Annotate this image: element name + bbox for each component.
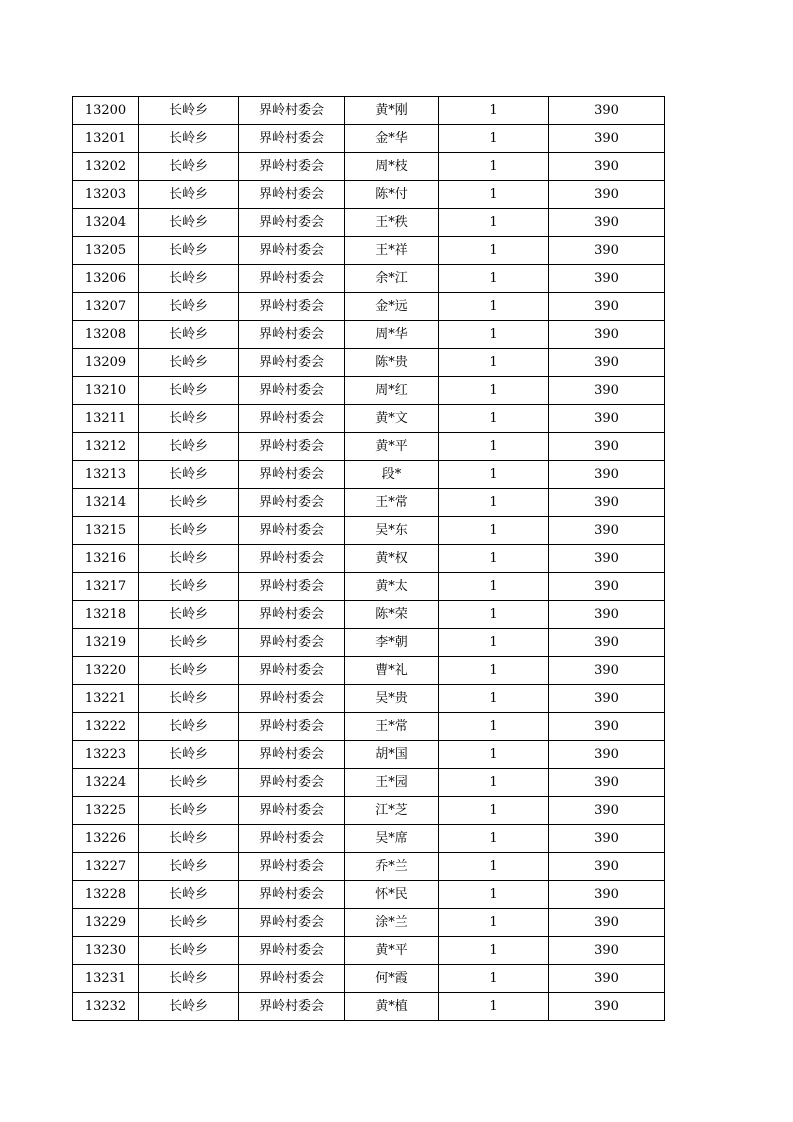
cell-amount: 390 [549, 517, 665, 545]
cell-name: 陈*荣 [345, 601, 439, 629]
cell-township: 长岭乡 [139, 713, 239, 741]
cell-count: 1 [439, 629, 549, 657]
cell-amount: 390 [549, 125, 665, 153]
cell-id: 13203 [73, 181, 139, 209]
table-row [73, 489, 665, 517]
cell-amount: 390 [549, 937, 665, 965]
cell-id: 13228 [73, 881, 139, 909]
table-row [73, 97, 665, 125]
cell-village: 界岭村委会 [239, 685, 345, 713]
cell-amount: 390 [549, 153, 665, 181]
cell-id: 13220 [73, 657, 139, 685]
cell-amount: 390 [549, 825, 665, 853]
cell-amount: 390 [549, 993, 665, 1021]
cell-name: 吴*贵 [345, 685, 439, 713]
cell-id: 13210 [73, 377, 139, 405]
cell-township: 长岭乡 [139, 937, 239, 965]
cell-township: 长岭乡 [139, 545, 239, 573]
cell-village: 界岭村委会 [239, 405, 345, 433]
cell-id: 13206 [73, 265, 139, 293]
table-row [73, 965, 665, 993]
cell-village: 界岭村委会 [239, 965, 345, 993]
table-row [73, 265, 665, 293]
cell-amount: 390 [549, 965, 665, 993]
cell-name: 吴*东 [345, 517, 439, 545]
cell-name: 王*园 [345, 769, 439, 797]
cell-count: 1 [439, 993, 549, 1021]
cell-village: 界岭村委会 [239, 853, 345, 881]
cell-village: 界岭村委会 [239, 797, 345, 825]
cell-township: 长岭乡 [139, 573, 239, 601]
cell-amount: 390 [549, 685, 665, 713]
cell-count: 1 [439, 881, 549, 909]
cell-count: 1 [439, 377, 549, 405]
cell-name: 段* [345, 461, 439, 489]
cell-id: 13202 [73, 153, 139, 181]
table-row [73, 153, 665, 181]
cell-id: 13211 [73, 405, 139, 433]
cell-amount: 390 [549, 237, 665, 265]
cell-township: 长岭乡 [139, 209, 239, 237]
cell-id: 13214 [73, 489, 139, 517]
cell-township: 长岭乡 [139, 489, 239, 517]
cell-count: 1 [439, 573, 549, 601]
cell-township: 长岭乡 [139, 377, 239, 405]
cell-township: 长岭乡 [139, 153, 239, 181]
cell-name: 曹*礼 [345, 657, 439, 685]
cell-amount: 390 [549, 853, 665, 881]
cell-count: 1 [439, 769, 549, 797]
cell-name: 江*芝 [345, 797, 439, 825]
cell-village: 界岭村委会 [239, 97, 345, 125]
cell-township: 长岭乡 [139, 181, 239, 209]
cell-count: 1 [439, 937, 549, 965]
cell-count: 1 [439, 433, 549, 461]
cell-township: 长岭乡 [139, 965, 239, 993]
cell-village: 界岭村委会 [239, 433, 345, 461]
cell-name: 陈*贵 [345, 349, 439, 377]
cell-name: 李*朝 [345, 629, 439, 657]
cell-township: 长岭乡 [139, 125, 239, 153]
cell-count: 1 [439, 741, 549, 769]
cell-count: 1 [439, 97, 549, 125]
cell-id: 13224 [73, 769, 139, 797]
cell-township: 长岭乡 [139, 657, 239, 685]
cell-amount: 390 [549, 209, 665, 237]
cell-township: 长岭乡 [139, 349, 239, 377]
cell-name: 黄*权 [345, 545, 439, 573]
cell-id: 13207 [73, 293, 139, 321]
cell-village: 界岭村委会 [239, 657, 345, 685]
cell-amount: 390 [549, 713, 665, 741]
cell-count: 1 [439, 293, 549, 321]
cell-village: 界岭村委会 [239, 489, 345, 517]
cell-village: 界岭村委会 [239, 881, 345, 909]
table-row [73, 993, 665, 1021]
cell-township: 长岭乡 [139, 797, 239, 825]
cell-village: 界岭村委会 [239, 601, 345, 629]
cell-name: 王*常 [345, 489, 439, 517]
cell-village: 界岭村委会 [239, 209, 345, 237]
cell-id: 13231 [73, 965, 139, 993]
cell-count: 1 [439, 349, 549, 377]
cell-amount: 390 [549, 349, 665, 377]
table-row [73, 125, 665, 153]
table-row [73, 293, 665, 321]
table-row [73, 377, 665, 405]
cell-township: 长岭乡 [139, 517, 239, 545]
cell-village: 界岭村委会 [239, 321, 345, 349]
cell-count: 1 [439, 181, 549, 209]
cell-amount: 390 [549, 629, 665, 657]
cell-village: 界岭村委会 [239, 825, 345, 853]
cell-name: 怀*民 [345, 881, 439, 909]
table-row [73, 797, 665, 825]
table-row [73, 573, 665, 601]
cell-id: 13212 [73, 433, 139, 461]
cell-amount: 390 [549, 741, 665, 769]
cell-name: 陈*付 [345, 181, 439, 209]
cell-count: 1 [439, 825, 549, 853]
cell-name: 周*枝 [345, 153, 439, 181]
table-row [73, 657, 665, 685]
cell-id: 13215 [73, 517, 139, 545]
cell-id: 13223 [73, 741, 139, 769]
cell-count: 1 [439, 237, 549, 265]
cell-township: 长岭乡 [139, 461, 239, 489]
cell-village: 界岭村委会 [239, 181, 345, 209]
cell-amount: 390 [549, 797, 665, 825]
cell-township: 长岭乡 [139, 993, 239, 1021]
cell-village: 界岭村委会 [239, 909, 345, 937]
table-row [73, 881, 665, 909]
cell-village: 界岭村委会 [239, 993, 345, 1021]
table-row [73, 405, 665, 433]
cell-count: 1 [439, 125, 549, 153]
table-row [73, 741, 665, 769]
cell-name: 黄*文 [345, 405, 439, 433]
cell-id: 13222 [73, 713, 139, 741]
cell-count: 1 [439, 685, 549, 713]
cell-count: 1 [439, 461, 549, 489]
cell-village: 界岭村委会 [239, 237, 345, 265]
cell-village: 界岭村委会 [239, 517, 345, 545]
cell-count: 1 [439, 265, 549, 293]
cell-village: 界岭村委会 [239, 125, 345, 153]
cell-village: 界岭村委会 [239, 349, 345, 377]
cell-name: 黄*平 [345, 937, 439, 965]
cell-name: 周*华 [345, 321, 439, 349]
cell-township: 长岭乡 [139, 881, 239, 909]
table-row [73, 545, 665, 573]
cell-amount: 390 [549, 881, 665, 909]
cell-village: 界岭村委会 [239, 265, 345, 293]
table-row [73, 461, 665, 489]
cell-township: 长岭乡 [139, 909, 239, 937]
cell-id: 13204 [73, 209, 139, 237]
cell-amount: 390 [549, 321, 665, 349]
cell-id: 13225 [73, 797, 139, 825]
cell-name: 黄*刚 [345, 97, 439, 125]
cell-village: 界岭村委会 [239, 741, 345, 769]
cell-amount: 390 [549, 377, 665, 405]
cell-township: 长岭乡 [139, 629, 239, 657]
cell-amount: 390 [549, 293, 665, 321]
table-row [73, 629, 665, 657]
cell-count: 1 [439, 965, 549, 993]
cell-village: 界岭村委会 [239, 461, 345, 489]
cell-count: 1 [439, 545, 549, 573]
cell-count: 1 [439, 209, 549, 237]
cell-township: 长岭乡 [139, 405, 239, 433]
cell-id: 13219 [73, 629, 139, 657]
cell-count: 1 [439, 517, 549, 545]
table-row [73, 937, 665, 965]
cell-amount: 390 [549, 657, 665, 685]
cell-name: 金*华 [345, 125, 439, 153]
data-table [72, 96, 665, 1021]
table-row [73, 769, 665, 797]
cell-amount: 390 [549, 909, 665, 937]
cell-count: 1 [439, 713, 549, 741]
cell-amount: 390 [549, 545, 665, 573]
cell-amount: 390 [549, 97, 665, 125]
cell-township: 长岭乡 [139, 825, 239, 853]
cell-name: 王*祥 [345, 237, 439, 265]
cell-amount: 390 [549, 601, 665, 629]
cell-name: 王*秩 [345, 209, 439, 237]
cell-township: 长岭乡 [139, 321, 239, 349]
cell-id: 13229 [73, 909, 139, 937]
table-row [73, 209, 665, 237]
cell-village: 界岭村委会 [239, 545, 345, 573]
cell-id: 13217 [73, 573, 139, 601]
cell-id: 13200 [73, 97, 139, 125]
cell-name: 黄*太 [345, 573, 439, 601]
cell-id: 13230 [73, 937, 139, 965]
table-row [73, 237, 665, 265]
cell-id: 13226 [73, 825, 139, 853]
cell-name: 胡*国 [345, 741, 439, 769]
cell-township: 长岭乡 [139, 769, 239, 797]
cell-name: 何*霞 [345, 965, 439, 993]
cell-count: 1 [439, 853, 549, 881]
cell-village: 界岭村委会 [239, 153, 345, 181]
cell-amount: 390 [549, 265, 665, 293]
cell-village: 界岭村委会 [239, 573, 345, 601]
cell-amount: 390 [549, 405, 665, 433]
cell-name: 黄*平 [345, 433, 439, 461]
cell-id: 13227 [73, 853, 139, 881]
table-row [73, 909, 665, 937]
table-row [73, 433, 665, 461]
cell-count: 1 [439, 405, 549, 433]
table-row [73, 601, 665, 629]
cell-amount: 390 [549, 489, 665, 517]
cell-id: 13201 [73, 125, 139, 153]
table-row [73, 321, 665, 349]
cell-count: 1 [439, 153, 549, 181]
cell-count: 1 [439, 909, 549, 937]
cell-village: 界岭村委会 [239, 937, 345, 965]
cell-township: 长岭乡 [139, 265, 239, 293]
cell-id: 13216 [73, 545, 139, 573]
table-row [73, 685, 665, 713]
cell-amount: 390 [549, 181, 665, 209]
cell-name: 余*江 [345, 265, 439, 293]
cell-village: 界岭村委会 [239, 293, 345, 321]
cell-count: 1 [439, 601, 549, 629]
cell-amount: 390 [549, 461, 665, 489]
table-row [73, 181, 665, 209]
cell-amount: 390 [549, 433, 665, 461]
cell-township: 长岭乡 [139, 741, 239, 769]
table-row [73, 517, 665, 545]
cell-name: 乔*兰 [345, 853, 439, 881]
cell-name: 黄*植 [345, 993, 439, 1021]
cell-township: 长岭乡 [139, 293, 239, 321]
cell-township: 长岭乡 [139, 601, 239, 629]
cell-name: 涂*兰 [345, 909, 439, 937]
cell-name: 吴*席 [345, 825, 439, 853]
cell-name: 王*常 [345, 713, 439, 741]
cell-id: 13205 [73, 237, 139, 265]
cell-township: 长岭乡 [139, 97, 239, 125]
table-row [73, 349, 665, 377]
cell-village: 界岭村委会 [239, 713, 345, 741]
cell-village: 界岭村委会 [239, 769, 345, 797]
cell-id: 13221 [73, 685, 139, 713]
cell-township: 长岭乡 [139, 237, 239, 265]
cell-id: 13209 [73, 349, 139, 377]
cell-township: 长岭乡 [139, 433, 239, 461]
cell-count: 1 [439, 657, 549, 685]
cell-township: 长岭乡 [139, 853, 239, 881]
cell-id: 13218 [73, 601, 139, 629]
cell-id: 13232 [73, 993, 139, 1021]
cell-amount: 390 [549, 769, 665, 797]
cell-township: 长岭乡 [139, 685, 239, 713]
cell-name: 金*远 [345, 293, 439, 321]
table-row [73, 825, 665, 853]
table-row [73, 853, 665, 881]
cell-id: 13213 [73, 461, 139, 489]
cell-name: 周*红 [345, 377, 439, 405]
cell-id: 13208 [73, 321, 139, 349]
cell-count: 1 [439, 489, 549, 517]
cell-village: 界岭村委会 [239, 377, 345, 405]
cell-count: 1 [439, 797, 549, 825]
table-row [73, 713, 665, 741]
table-body [73, 97, 665, 1021]
cell-village: 界岭村委会 [239, 629, 345, 657]
cell-amount: 390 [549, 573, 665, 601]
cell-count: 1 [439, 321, 549, 349]
